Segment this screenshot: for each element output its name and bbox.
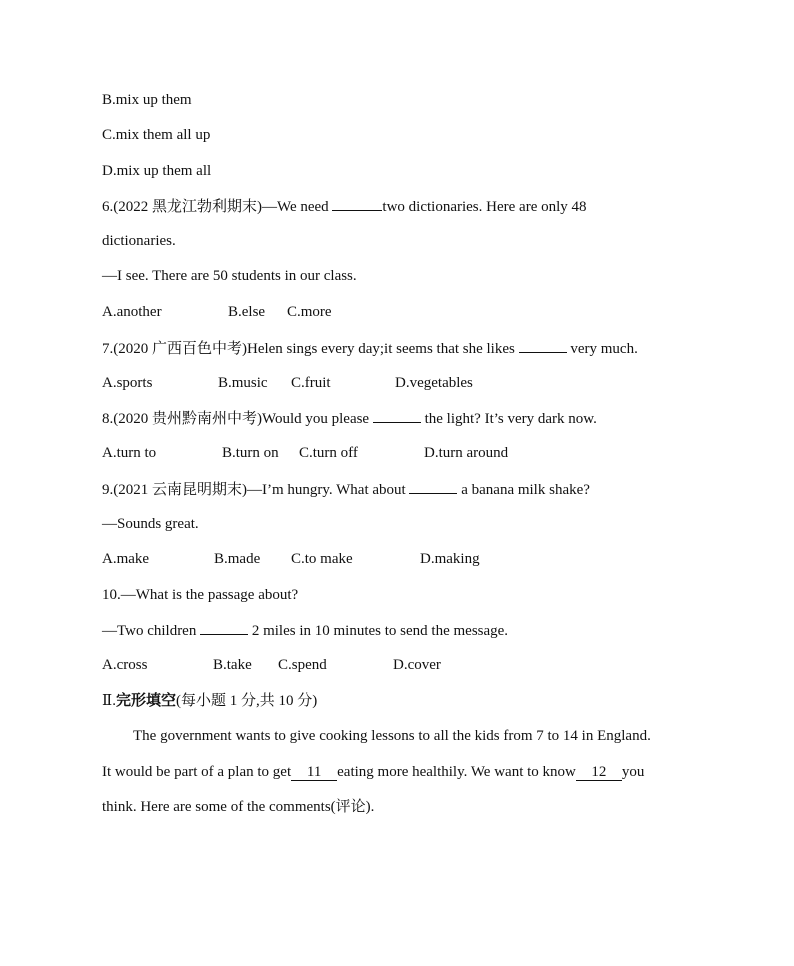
q8-option-a: A.turn to [102, 445, 157, 461]
q8-stem [102, 408, 597, 429]
q8-stem-prefix: 8.(2020 贵州黔南州中考)Would you please [102, 411, 373, 427]
q6-option-c: C.more [287, 304, 332, 320]
q8-stem-suffix: the light? It’s very dark now. [420, 411, 597, 427]
cloze-blank-12: 12 [576, 764, 622, 781]
q8-option-c: C.turn off [299, 445, 358, 461]
q8-answer-blank [373, 408, 421, 423]
q9-option-b: B.made [214, 551, 261, 567]
q7-option-c: C.fruit [291, 375, 331, 391]
q8-option-b: B.turn on [222, 445, 279, 461]
passage-line-3: think. Here are some of the comments(评论). [102, 799, 375, 815]
q5-option-c: C.mix them all up [102, 127, 211, 143]
q7-option-d: D.vegetables [395, 375, 473, 391]
q6-option-a: A.another [102, 304, 162, 320]
q6-stem [102, 196, 587, 217]
q10-answer-blank [200, 620, 248, 635]
section-2-note: (每小题 1 分,共 10 分) [175, 693, 318, 709]
passage-line-1: The government wants to give cooking lessons to all the kids from 7 to 14 in England. [133, 728, 651, 744]
q7-option-a: A.sports [102, 375, 153, 391]
q10-option-d: D.cover [393, 657, 441, 673]
q8-option-d: D.turn around [424, 445, 509, 461]
q7-option-b: B.music [218, 375, 268, 391]
section-2-heading [102, 691, 317, 711]
q5-option-b: B.mix up them [102, 92, 192, 108]
q10-option-c: C.spend [278, 657, 327, 673]
q9-option-c: C.to make [291, 551, 353, 567]
q6-reply: —I see. There are 50 students in our class. [102, 268, 357, 284]
q9-reply: —Sounds great. [102, 516, 199, 532]
q9-stem-prefix: 9.(2021 云南昆明期末)—I’m hungry. What about [102, 482, 410, 498]
q5-option-d: D.mix up them all [102, 163, 212, 179]
passage-line-2-end: you [621, 764, 645, 780]
q9-option-a: A.make [102, 551, 150, 567]
q10-option-b: B.take [213, 657, 252, 673]
q10-question: 10.—What is the passage about? [102, 587, 299, 603]
q7-stem-suffix: very much. [566, 341, 638, 357]
passage-line-2-middle: eating more healthily. We want to know [337, 764, 576, 780]
q6-stem-suffix: two dictionaries. Here are only 48 [382, 199, 587, 215]
q7-answer-blank [519, 338, 567, 353]
section-2-number: Ⅱ. [102, 693, 116, 709]
q6-stem-continued: dictionaries. [102, 233, 176, 249]
q10-reply-prefix: —Two children [102, 623, 201, 639]
passage-line-2-start: It would be part of a plan to get [102, 764, 292, 780]
q9-stem-suffix: a banana milk shake? [457, 482, 590, 498]
q6-answer-blank [332, 196, 382, 211]
passage-line-2 [102, 762, 644, 782]
q7-stem-prefix: 7.(2020 广西百色中考)Helen sings every day;it seems that she likes [102, 341, 519, 357]
q7-stem [102, 338, 638, 359]
q6-stem-prefix: 6.(2022 黑龙江勃利期末)—We need [102, 199, 333, 215]
q10-reply-suffix: 2 miles in 10 minutes to send the message. [248, 623, 509, 639]
q9-option-d: D.making [420, 551, 480, 567]
q10-option-a: A.cross [102, 657, 148, 673]
cloze-blank-11: 11 [291, 764, 337, 781]
section-2-title: 完形填空 [115, 693, 176, 709]
q10-reply [102, 620, 508, 641]
q6-option-b: B.else [228, 304, 266, 320]
q9-stem [102, 479, 590, 500]
q9-answer-blank [409, 479, 457, 494]
